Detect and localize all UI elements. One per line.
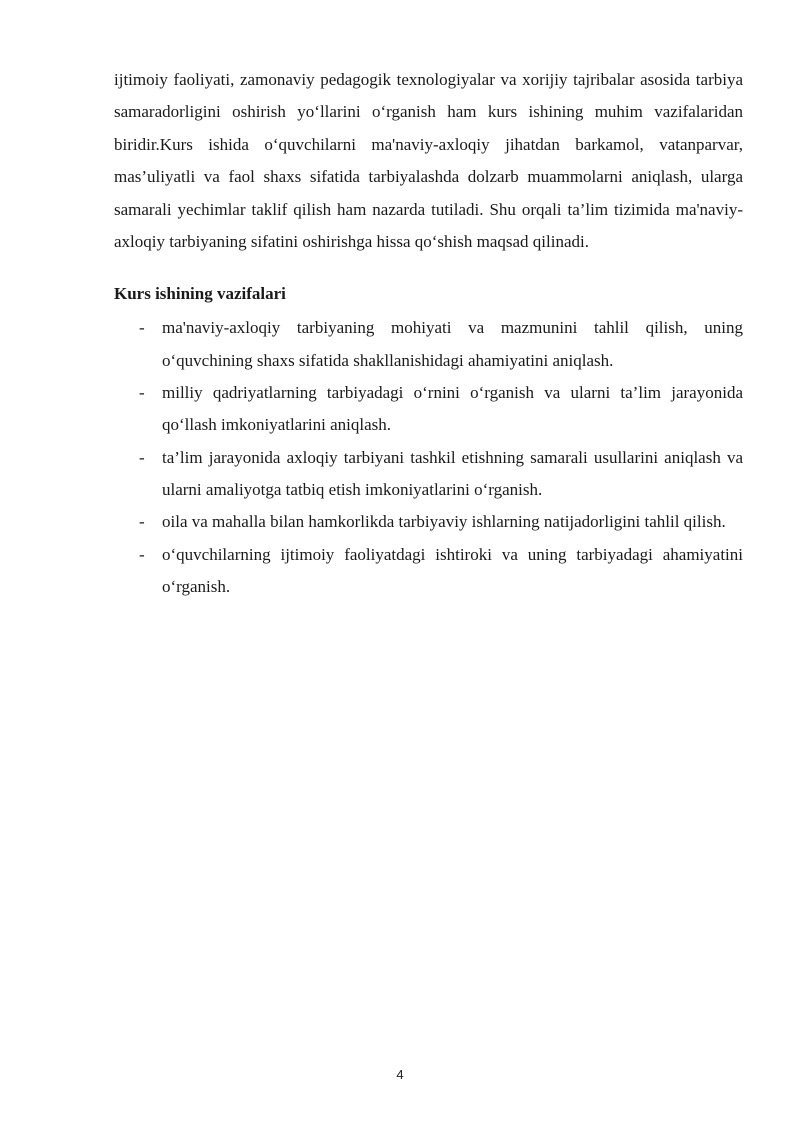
- page-content: [114, 64, 743, 603]
- list-bullet: -: [139, 512, 145, 532]
- list-item-text: milliy qadriyatlarning tarbiyadagi o‘rnini o‘rganish va ularni ta’lim jarayonida qo‘llash imkoniyatlarini aniqlash.: [162, 383, 743, 435]
- list-bullet: -: [139, 383, 145, 403]
- section-heading: Kurs ishining vazifalari: [114, 284, 286, 304]
- list-item: [114, 539, 743, 604]
- page-number: 4: [396, 1067, 404, 1082]
- list-item: [114, 506, 743, 538]
- list-item-text: ma'naviy-axloqiy tarbiyaning mohiyati va mazmunini tahlil qilish, uning o‘quvchining shaxs sifatida shakllanishidagi ahamiyatini aniqlash.: [162, 318, 743, 370]
- list-bullet: -: [139, 544, 145, 564]
- list-item: [114, 442, 743, 507]
- list-item: [114, 312, 743, 377]
- list-item-text: o‘quvchilarning ijtimoiy faoliyatdagi ishtiroki va uning tarbiyadagi ahamiyatini o‘rganish.: [162, 544, 743, 596]
- list-item: [114, 377, 743, 442]
- list-item-text: oila va mahalla bilan hamkorlikda tarbiyaviy ishlarning natijadorligini tahlil qilish.: [162, 512, 726, 532]
- list-bullet: -: [139, 447, 145, 467]
- tasks-list: [114, 312, 743, 603]
- list-item-text: ta’lim jarayonida axloqiy tarbiyani tashkil etishning samarali usullarini aniqlash va ularni amaliyotga tatbiq etish imkoniyatlarini o‘rganish.: [162, 447, 743, 499]
- list-bullet: -: [139, 318, 145, 338]
- intro-paragraph: ijtimoiy faoliyati, zamonaviy pedagogik texnologiyalar va xorijiy tajribalar asosida tarbiya samaradorligini oshirish yo‘llarini o‘rganish ham kurs ishining muhim vazifalaridan biridir.Kurs ishida o‘quvchilarni ma'naviy-axloqiy jihatdan barkamol, vatanparvar, mas’uliyatli va faol shaxs sifatida tarbiyalashda dolzarb muammolarni aniqlash, ularga samarali yechimlar taklif qilish ham nazarda tutiladi. Shu orqali ta’lim tizimida ma'naviy-axloqiy tarbiyaning sifatini oshirishga hissa qo‘shish maqsad qilinadi.: [114, 70, 743, 252]
